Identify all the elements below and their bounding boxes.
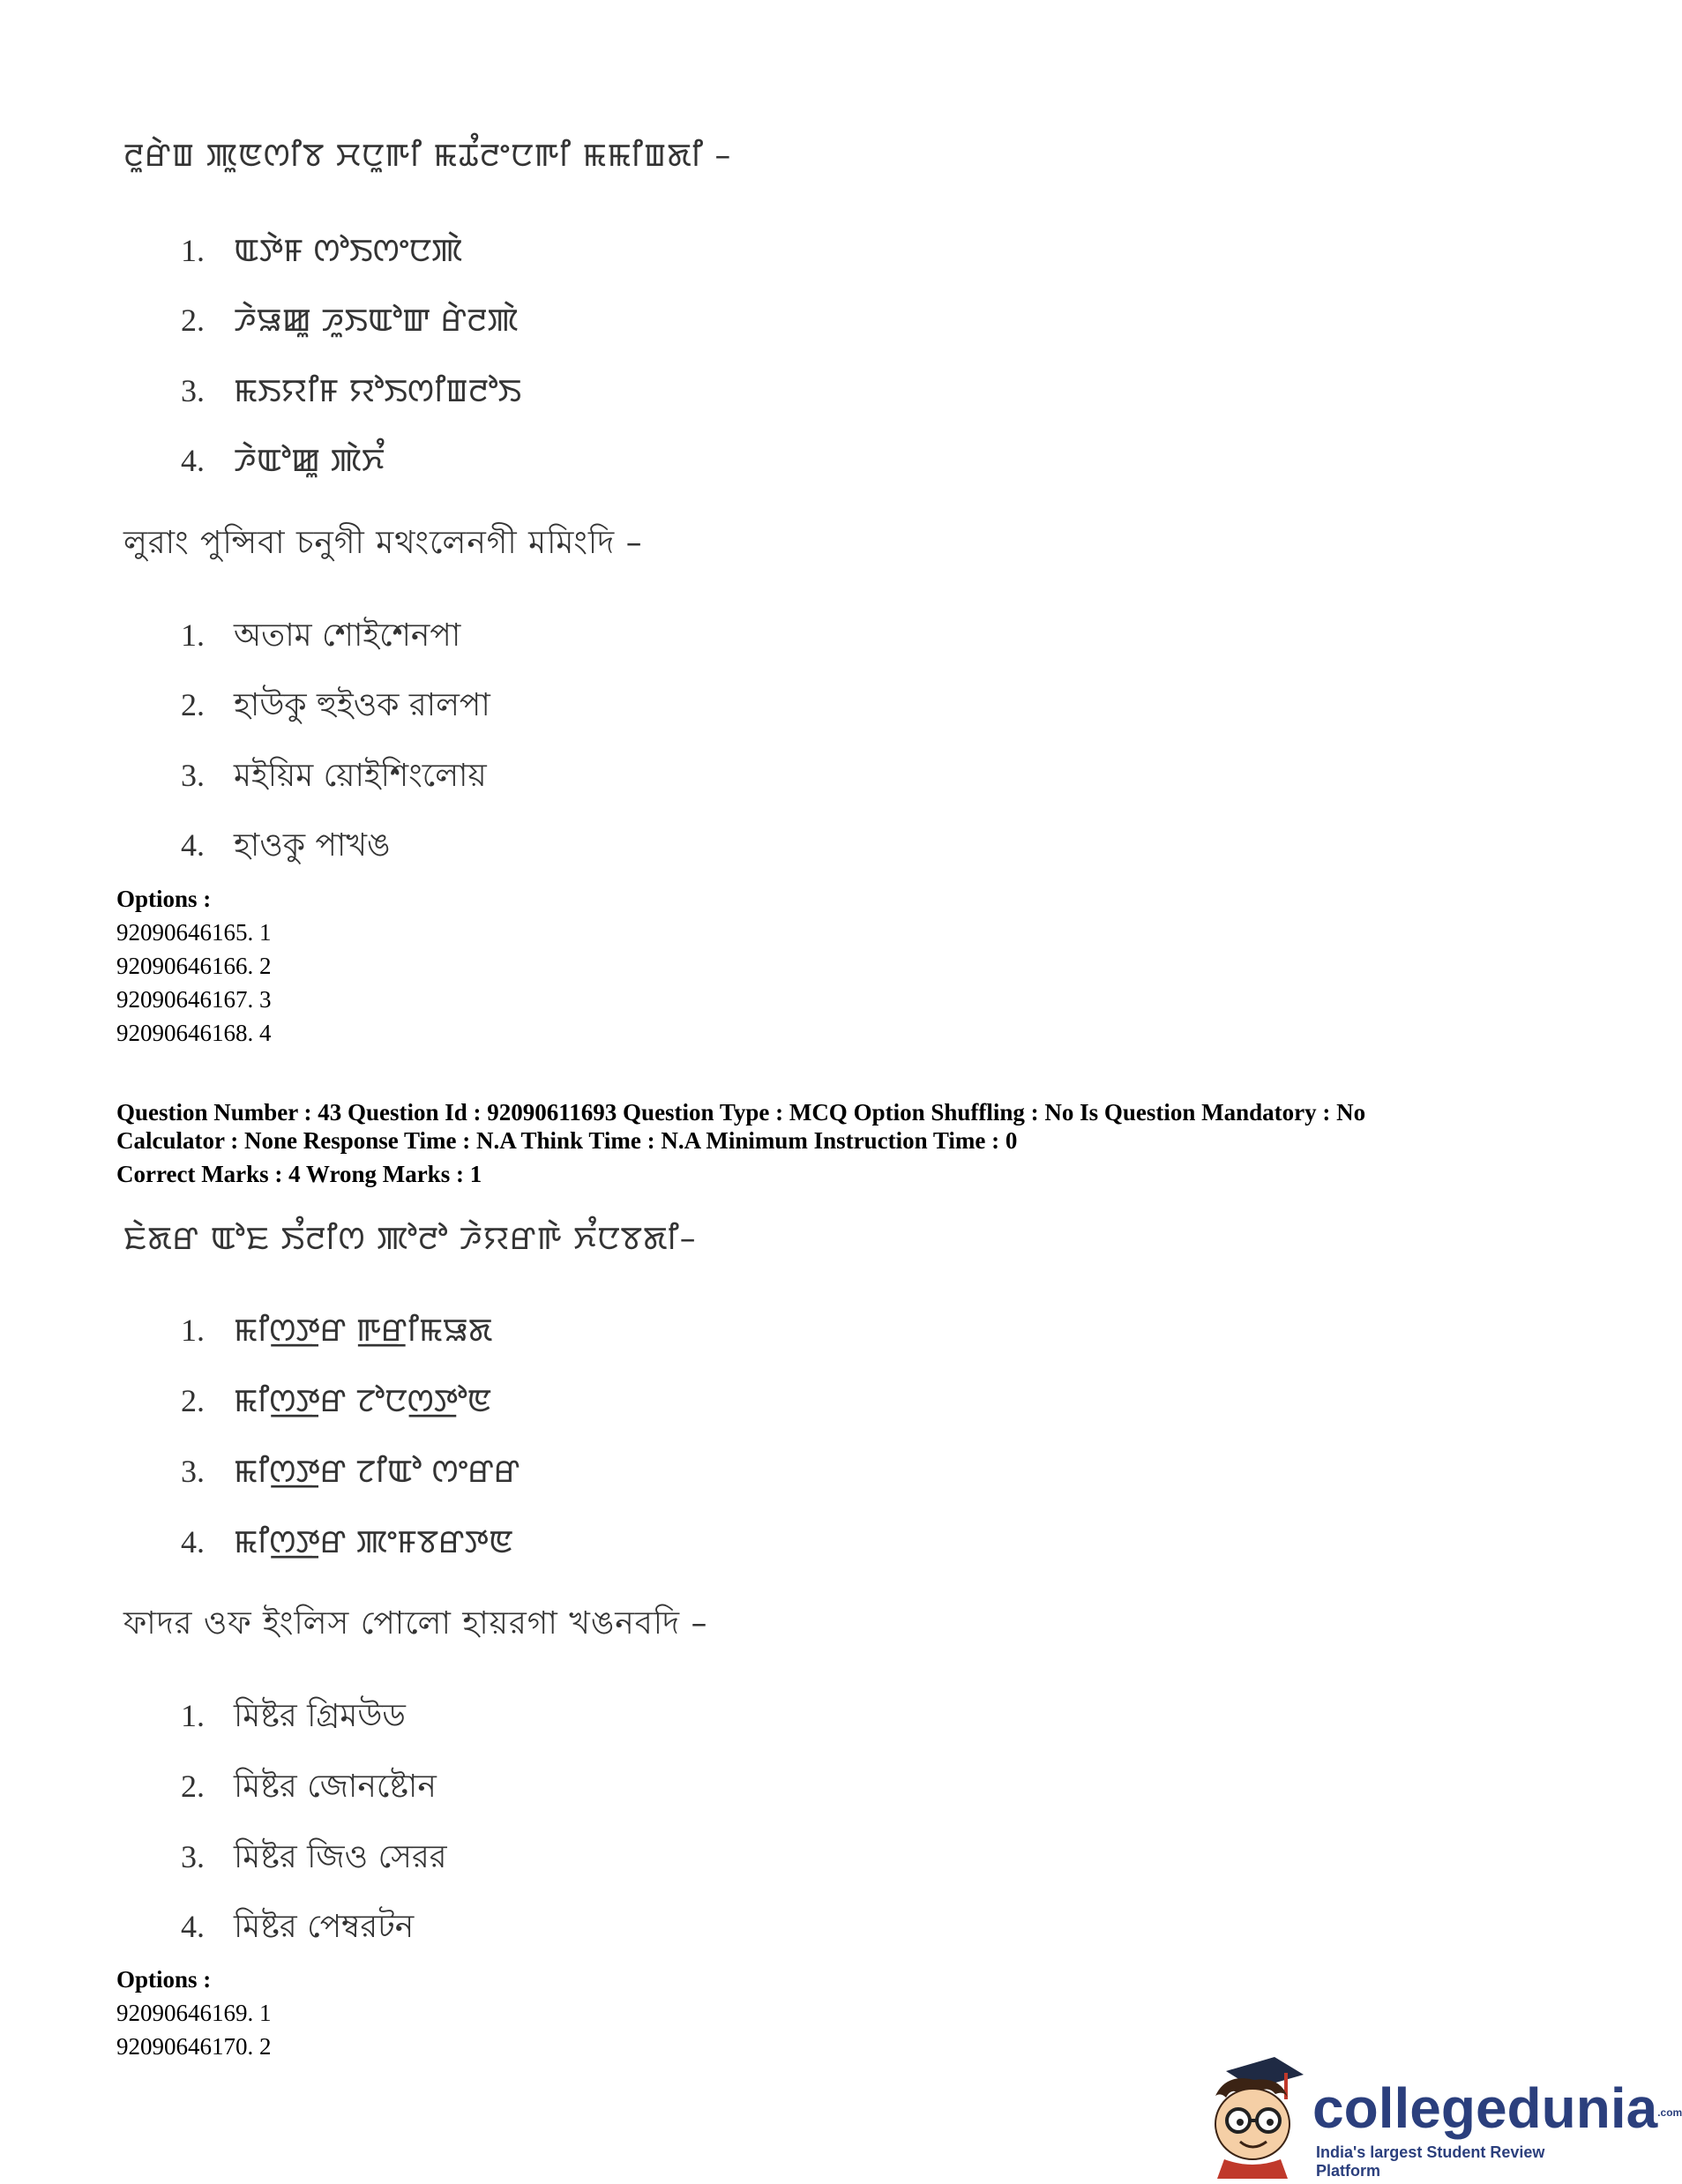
answer-option: 92090646166. 2 xyxy=(116,953,272,979)
meitei-option-1: 1. ꯑꯇꯥꯝ ꯁꯣꯏꯁꯦꯅꯄꯥ xyxy=(181,233,463,269)
question-meta-line: Calculator : None Response Time : N.A Think Time : N.A Minimum Instruction Time : 0 xyxy=(116,1127,1018,1154)
answer-option: 92090646168. 4 xyxy=(116,1020,272,1046)
meitei-option-2: 2. ꯃꯤꯁ꯭ꯇꯔ ꯖꯣꯅꯁ꯭ꯇꯣꯟ xyxy=(181,1383,492,1419)
logo-wordmark: collegedunia.com xyxy=(1312,2076,1682,2140)
meitei-option-4: 4. ꯃꯤꯁ꯭ꯇꯔ ꯄꯦꯝꯕꯔꯇꯟ xyxy=(181,1524,513,1560)
meitei-question-stem: ꯐꯥꯗꯔ ꯑꯣꯐ ꯏꯪꯂꯤꯁ ꯄꯣꯂꯣ ꯍꯥꯌꯔꯒꯥ ꯈꯪꯅꯕꯗꯤ– xyxy=(123,1221,697,1257)
options-label: Options : xyxy=(116,886,212,912)
meitei-option-2: 2. ꯍꯥꯎꯀꯨ ꯍꯨꯏꯑꯣꯛ ꯔꯥꯂꯄꯥ xyxy=(181,303,519,339)
mascot-icon xyxy=(1200,2055,1310,2179)
bengali-option-3: 3. মিষ্টর জিও সেরর xyxy=(181,1839,447,1875)
bengali-option-1: 1. অতাম শোইশেনপা xyxy=(181,617,461,654)
answer-option: 92090646169. 1 xyxy=(116,2000,272,2026)
meitei-option-1: 1. ꯃꯤꯁ꯭ꯇꯔ ꯒ꯭ꯔꯤꯃꯎꯗ xyxy=(181,1313,493,1349)
bengali-option-3: 3. মইয়িম য়োইশিংলোয় xyxy=(181,758,487,794)
meitei-option-3: 3. ꯃꯤꯁ꯭ꯇꯔ ꯖꯤꯑꯣ ꯁꯦꯔꯔ xyxy=(181,1454,520,1490)
bengali-option-1: 1. মিষ্টর গ্রিমউড xyxy=(181,1698,406,1734)
logo-tagline: India's largest Student Review Platform xyxy=(1316,2143,1545,2180)
answer-option: 92090646170. 2 xyxy=(116,2033,272,2060)
question-meta xyxy=(116,1098,1365,1188)
bengali-option-2: 2. মিষ্টর জোনষ্টোন xyxy=(181,1769,437,1805)
options-label: Options : xyxy=(116,1966,212,1993)
meitei-question-stem: ꯂꯨꯔꯥꯡ ꯄꯨꯟꯁꯤꯕ ꯆꯅꯨꯒꯤ ꯃꯊꯪꯂꯦꯅꯒꯤ ꯃꯃꯤꯡꯗꯤ – xyxy=(123,138,732,174)
answer-option: 92090646167. 3 xyxy=(116,986,272,1013)
meitei-option-4: 4. ꯍꯥꯑꯣꯀꯨ ꯄꯥꯈꯪ xyxy=(181,443,385,479)
answer-option: 92090646165. 1 xyxy=(116,919,272,946)
bengali-option-4: 4. হাওকু পাখঙ xyxy=(181,827,391,864)
marks-line: Correct Marks : 4 Wrong Marks : 1 xyxy=(116,1161,482,1187)
bengali-question-stem: ফাদর ওফ ইংলিস পোলো হায়রগা খঙনবদি – xyxy=(123,1605,708,1642)
bengali-option-2: 2. হাউকু হুইওক রালপা xyxy=(181,687,490,723)
options-block xyxy=(116,1963,272,2060)
meitei-option-3: 3. ꯃꯏꯌꯤꯝ ꯌꯣꯏꯁꯤꯡꯂꯣꯏ xyxy=(181,373,522,409)
options-block xyxy=(116,882,272,1050)
collegedunia-logo xyxy=(1200,2055,1682,2180)
question-meta-line: Question Number : 43 Question Id : 92090611693 Question Type : MCQ Option Shuffling : No Is Question Mandatory : No xyxy=(116,1099,1366,1126)
bengali-option-4: 4. মিষ্টর পেম্বরটন xyxy=(181,1909,415,1945)
bengali-question-stem: লুরাং পুন্সিবা চনুগী মথংলেনগী মমিংদি – xyxy=(123,525,643,561)
